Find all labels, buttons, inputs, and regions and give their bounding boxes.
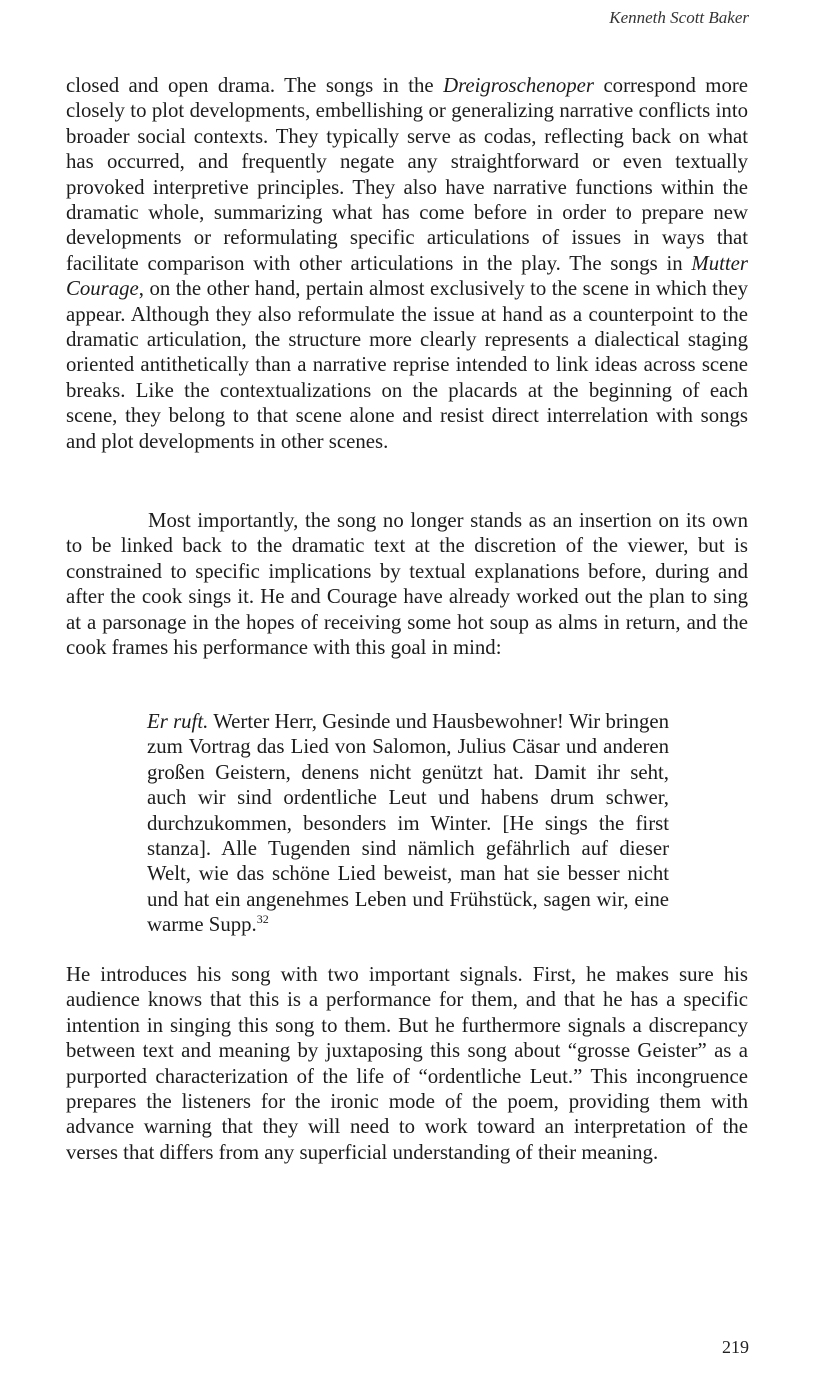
body-paragraph-1 <box>66 73 748 454</box>
title-dreigroschenoper: Dreigroschenoper <box>443 74 595 97</box>
page-number: 219 <box>722 1337 749 1357</box>
block-quote <box>147 709 669 938</box>
running-head: Kenneth Scott Baker <box>609 8 749 27</box>
footnote-marker: 32 <box>256 912 269 927</box>
paragraph-1-text-b: correspond more closely to plot developments, embellishing or generalizing narrative conflicts into broader social contexts. They typically serve as codas, reflecting back on what has occurred, and frequently negate any straightforward or even textually provoked interpretive principles. They also have narrative functions within the dramatic whole, summarizing what has come before in order to prepare new developments or reformulating specific articulations of issues in ways that facilitate comparison with other articulations in the play. The songs in <box>66 74 748 275</box>
title-mutter-courage: Mutter Courage <box>66 251 748 301</box>
paragraph-1-text-c: , on the other hand, pertain almost exclusively to the scene in which they appear. Although they also reformulate the issue at hand as a counterpoint to the dramatic articulation, the structure more clearly represents a dialectical staging oriented antithetically than a narrative reprise intended to link ideas across scene breaks. Like the contextualizations on the placards at the beginning of each scene, they belong to that scene alone and resist direct interrelation with songs and plot developments in other scenes. <box>66 277 748 453</box>
stage-direction: Er ruft. <box>147 710 209 733</box>
body-paragraph-3: He introduces his song with two important signals. First, he makes sure his audience knows that this is a performance for them, and that he has a specific intention in singing this song to them. But he furthermore signals a discrepancy between text and meaning by juxtaposing this song about “grosse Geister” as a purported characterization of the life of “ordentliche Leut.” This incongruence prepares the listeners for the ironic mode of the poem, providing them with advance warning that they will need to work toward an interpretation of the verses that differs from any superficial understanding of their meaning. <box>66 963 748 1164</box>
body-paragraph-2: Most importantly, the song no longer stands as an insertion on its own to be linked back to the dramatic text at the discretion of the viewer, but is constrained to specific implications by textual explanations before, during and after the cook sings it. He and Courage have already worked out the plan to sing at a parsonage in the hopes of receiving some hot soup as alms in return, and the cook frames his performance with this goal in mind: <box>66 509 748 660</box>
quote-text: Werter Herr, Gesinde und Hausbewohner! Wir bringen zum Vortrag das Lied von Salomon, Julius Cäsar und anderen großen Geistern, denens nicht genützt hat. Damit ihr seht, auch wir sind ordentliche Leut und habens drum schwer, durchzukommen, besonders im Winter. [He sings the first stanza]. Alle Tugenden sind nämlich gefährlich auf dieser Welt, wie das schöne Lied beweist, man hat sie besser nicht und hat ein angenehmes Leben und Frühstück, sagen wir, eine warme Supp. <box>147 710 669 937</box>
paragraph-1-text-a: closed and open drama. The songs in the <box>66 74 444 97</box>
